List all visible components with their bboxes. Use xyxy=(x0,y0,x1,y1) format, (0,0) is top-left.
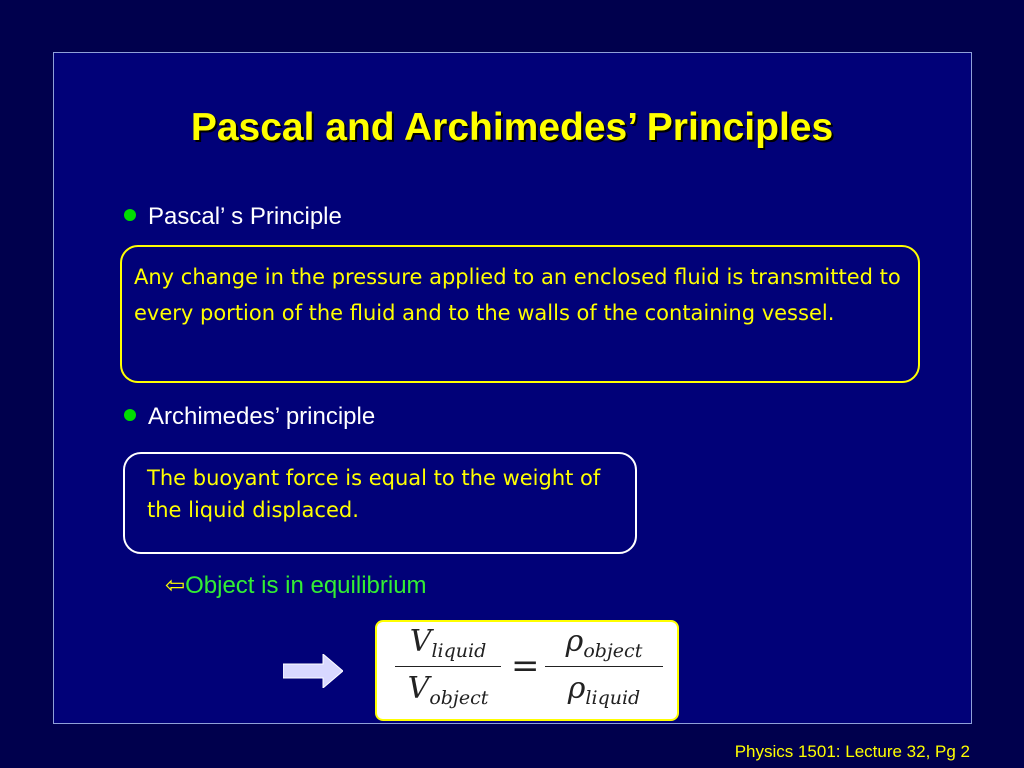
equilibrium-note xyxy=(165,571,427,600)
archimedes-principle-box xyxy=(123,452,637,554)
green-dot-icon xyxy=(124,409,136,421)
pascal-principle-text: Any change in the pressure applied to an enclosed fluid is transmitted to every portion of the fluid and to the walls of the containing vessel. xyxy=(134,265,901,325)
volume-liquid: $V_{liquid}$ xyxy=(409,624,487,662)
density-volume-formula xyxy=(375,620,679,721)
slide-title: Pascal and Archimedes’ Principles xyxy=(190,106,834,149)
density-object: $\rho_{object}$ xyxy=(565,624,643,662)
equilibrium-text: Object is in equilibrium xyxy=(185,572,427,599)
density-liquid: $\rho_{liquid}$ xyxy=(567,671,641,709)
arrow-left-icon: ⇦ xyxy=(165,572,186,599)
bullet-pascal-label: Pascal’ s Principle xyxy=(148,203,342,230)
density-ratio xyxy=(545,624,663,709)
volume-object: $V_{object}$ xyxy=(407,671,489,709)
fraction-bar xyxy=(395,666,501,667)
equals-sign: = xyxy=(511,646,540,686)
bullet-archimedes-label: Archimedes’ principle xyxy=(148,403,376,430)
volume-ratio xyxy=(395,624,501,709)
archimedes-principle-text: The buoyant force is equal to the weight of the liquid displaced. xyxy=(147,466,601,522)
green-dot-icon xyxy=(124,209,136,221)
bullet-archimedes xyxy=(124,403,375,431)
pascal-principle-box xyxy=(120,245,920,383)
arrow-right-icon xyxy=(283,654,343,688)
slide-footer: Physics 1501: Lecture 32, Pg 2 xyxy=(734,742,970,761)
bullet-pascal xyxy=(124,203,342,231)
fraction-bar xyxy=(545,666,663,667)
